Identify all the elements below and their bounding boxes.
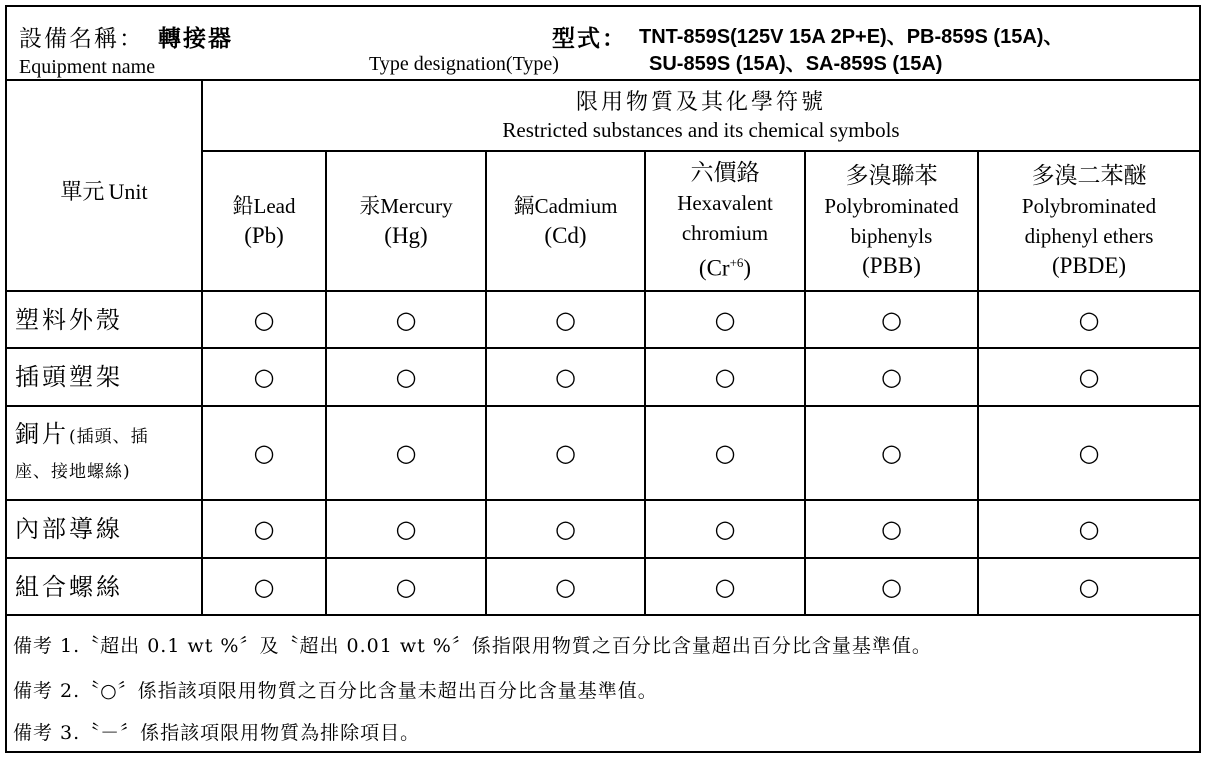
remark-3: 備考 3.〝－〞係指該項限用物質為排除項目。 (13, 722, 421, 744)
compliance-mark: ○ (645, 406, 805, 500)
type-value-line2: SU-859S (15A)、SA-859S (15A) (649, 53, 943, 75)
compliance-mark: ○ (486, 348, 645, 406)
type-label-en: Type designation(Type) (369, 53, 559, 75)
compliance-mark: ○ (978, 406, 1199, 500)
unit-header-zh: 單元 (60, 180, 105, 205)
substance-hexchrome-symbol: $(Cr^{+6})$ (698, 255, 752, 281)
equipment-name-value: 轉接器 (158, 25, 233, 52)
compliance-mark: ○ (202, 348, 326, 406)
equipment-label-en: Equipment name (19, 56, 156, 78)
compliance-mark: ○ (202, 500, 326, 558)
substance-cadmium-header (486, 151, 645, 291)
table-row (7, 558, 1199, 615)
compliance-mark: ○ (486, 406, 645, 500)
restricted-header-en: Restricted substances and its chemical symbols (502, 117, 900, 142)
substance-mercury-symbol: (Hg) (384, 223, 428, 248)
compliance-mark: ○ (202, 291, 326, 348)
unit-header-en: Unit (108, 179, 148, 204)
substance-pbde-en1: Polybrominated (1021, 194, 1157, 218)
compliance-mark: ○ (978, 348, 1199, 406)
substance-pbde-zh: 多溴二苯醚 (1031, 163, 1147, 189)
substance-mercury-zh: 汞 (359, 194, 381, 218)
compliance-mark: ○ (645, 348, 805, 406)
compliance-mark: ○ (645, 558, 805, 615)
rohs-declaration-document (5, 5, 1201, 753)
substance-cadmium-zh: 鎘 (513, 194, 535, 218)
document-header (7, 7, 1199, 81)
substance-mercury-header (326, 151, 486, 291)
unit-row-label: 插頭塑架 (7, 348, 202, 406)
substance-pbde-en2: diphenyl ethers (1024, 224, 1154, 248)
table-row (7, 291, 1199, 348)
compliance-mark: ○ (486, 291, 645, 348)
type-value-line1: TNT-859S(125V 15A 2P+E)、PB-859S (15A)、 (639, 26, 1064, 48)
compliance-mark: ○ (202, 406, 326, 500)
remark-2: 備考 2.〝○〞係指該項限用物質之百分比含量未超出百分比含量基準值。 (13, 680, 658, 702)
table-row (7, 406, 1199, 500)
equipment-name-field (19, 20, 233, 53)
substance-hexchrome-zh: 六價鉻 (690, 160, 760, 187)
compliance-mark: ○ (645, 291, 805, 348)
compliance-mark: ○ (978, 500, 1199, 558)
table-row (7, 500, 1199, 558)
unit-row-label: 塑料外殼 (7, 291, 202, 348)
compliance-mark: ○ (326, 500, 486, 558)
substance-hexavalent-chromium-header (645, 151, 805, 291)
compliance-mark: ○ (805, 500, 978, 558)
substance-mercury-en: Mercury (380, 194, 453, 218)
compliance-mark: ○ (805, 558, 978, 615)
compliance-mark: ○ (326, 348, 486, 406)
substance-pbde-header (978, 151, 1199, 291)
compliance-mark: ○ (326, 406, 486, 500)
unit-row-label: 組合螺絲 (7, 558, 202, 615)
restricted-substances-table (7, 79, 1199, 616)
compliance-mark: ○ (805, 348, 978, 406)
compliance-mark: ○ (978, 291, 1199, 348)
compliance-mark: ○ (202, 558, 326, 615)
substance-pbb-symbol: (PBB) (862, 253, 921, 278)
unit-row-label: 內部導線 (7, 500, 202, 558)
substance-hexchrome-en1: Hexavalent (677, 191, 773, 216)
substance-pbde-symbol: (PBDE) (1051, 253, 1127, 278)
compliance-mark: ○ (326, 558, 486, 615)
substance-lead-symbol: (Pb) (244, 223, 284, 248)
substance-cadmium-symbol: (Cd) (544, 223, 587, 248)
substance-lead-en: Lead (253, 194, 296, 218)
table-row (7, 348, 1199, 406)
equipment-label-zh: 設備名稱： (19, 26, 144, 52)
compliance-mark: ○ (805, 406, 978, 500)
row-label-note-1: (插頭、插 (69, 427, 149, 447)
compliance-mark: ○ (805, 291, 978, 348)
unit-row-label (7, 406, 202, 500)
substance-cadmium-en: Cadmium (534, 194, 618, 218)
compliance-mark: ○ (486, 558, 645, 615)
substance-lead-zh: 鉛 (232, 194, 254, 218)
type-label-zh: 型式： (552, 25, 627, 52)
compliance-mark: ○ (486, 500, 645, 558)
substance-lead-header (202, 151, 326, 291)
unit-header-cell (7, 79, 202, 291)
substance-hexchrome-en2: chromium (681, 221, 769, 246)
substance-pbb-en2: biphenyls (850, 224, 933, 248)
restricted-header-zh: 限用物質及其化學符號 (576, 89, 827, 115)
row-label-note-2: 座、接地螺絲) (15, 462, 131, 482)
compliance-mark: ○ (978, 558, 1199, 615)
row-label-main: 銅片 (15, 420, 69, 448)
remark-1: 備考 1.〝超出 0.1 wt %〞及〝超出 0.01 wt %〞係指限用物質之百分比含量超出百分比含量基準值。 (13, 635, 932, 657)
restricted-substances-header (202, 79, 1199, 151)
substance-pbb-zh: 多溴聯苯 (845, 163, 938, 189)
compliance-mark: ○ (326, 291, 486, 348)
substance-pbb-en1: Polybrominated (824, 194, 959, 218)
compliance-mark: ○ (645, 500, 805, 558)
substance-pbb-header (805, 151, 978, 291)
